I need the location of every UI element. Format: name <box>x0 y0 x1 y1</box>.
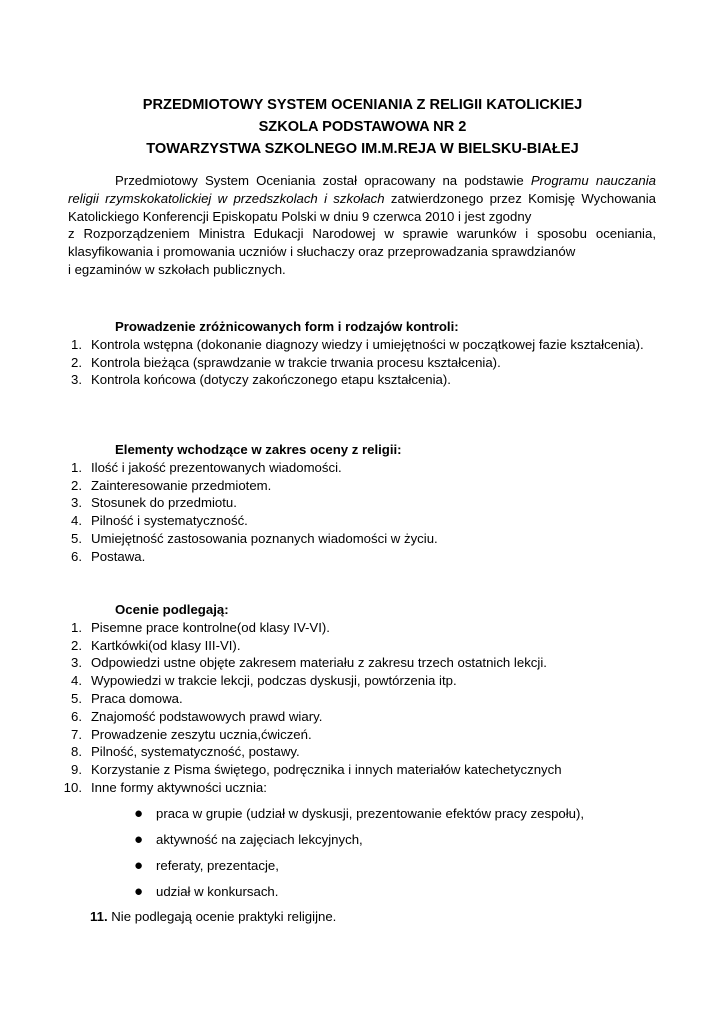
bullet-item <box>68 879 656 905</box>
list-item-text: Korzystanie z Pisma świętego, podręcznika i innych materiałów katechetycznych <box>91 762 562 778</box>
bullet-icon: ● <box>134 830 144 848</box>
list-item-text: Pilność i systematyczność. <box>91 513 248 529</box>
list-number: 2. <box>71 477 82 493</box>
list-item <box>68 336 656 354</box>
list-item <box>68 354 656 372</box>
list-item-text: Umiejętność zastosowania poznanych wiadomości w życiu. <box>91 530 438 546</box>
list-item-text: Pisemne prace kontrolne(od klasy IV-VI). <box>91 619 330 635</box>
list-item <box>68 743 656 761</box>
section-kontrola <box>68 318 656 389</box>
intro-line-2 <box>68 190 656 208</box>
bullet-item <box>68 853 656 879</box>
list-item <box>68 494 656 512</box>
list-item <box>68 708 656 726</box>
list-item <box>68 690 656 708</box>
list-item-text: Kontrola końcowa (dotyczy zakończonego etapu kształcenia). <box>91 372 451 388</box>
intro-line-1-text: Przedmiotowy System Oceniania został opracowany na podstawie <box>115 173 531 188</box>
section-elementy-heading: Elementy wchodzące w zakres oceny z religii: <box>115 442 402 457</box>
list-item-text: Stosunek do przedmiotu. <box>91 495 237 511</box>
list-number: 1. <box>71 459 82 475</box>
list-item-text: Zainteresowanie przedmiotem. <box>91 477 272 493</box>
bullet-item-text: referaty, prezentacje, <box>156 857 279 873</box>
intro-program-title-cont: religii rzymskokatolickiej w przedszkolach i szkołach <box>68 190 385 206</box>
list-number: 6. <box>71 708 82 724</box>
list-number: 3. <box>71 655 82 671</box>
list-number: 10. <box>63 779 82 795</box>
list-item <box>63 779 656 797</box>
list-number: 5. <box>71 530 82 546</box>
list-item-text: Prowadzenie zeszytu ucznia,ćwiczeń. <box>91 726 312 742</box>
list-item-text: Praca domowa. <box>91 690 183 706</box>
list-item <box>68 477 656 495</box>
list-item <box>68 654 656 672</box>
bullet-item-text: aktywność na zajęciach lekcyjnych, <box>156 831 363 847</box>
kontrola-list <box>68 336 656 389</box>
intro-line-1 <box>68 172 656 190</box>
title-line-3: TOWARZYSTWA SZKOLNEGO IM.M.REJA W BIELSKU-BIAŁEJ <box>146 141 579 157</box>
ocenie-list <box>63 619 656 797</box>
bullet-item <box>68 801 656 827</box>
list-item-text: Postawa. <box>91 548 146 564</box>
list-item-text: Ilość i jakość prezentowanych wiadomości. <box>91 459 342 475</box>
list-number: 2. <box>71 354 82 370</box>
list-number: 3. <box>71 372 82 388</box>
list-item <box>68 637 656 655</box>
list-item-text: Inne formy aktywności ucznia: <box>91 779 267 795</box>
list-item <box>68 371 656 389</box>
list-item-text: Pilność, systematyczność, postawy. <box>91 744 300 760</box>
list-item <box>68 619 656 637</box>
list-item <box>68 548 656 566</box>
bullet-icon: ● <box>134 882 144 900</box>
list-item <box>68 512 656 530</box>
section-ocenie <box>63 601 656 905</box>
list-number: 1. <box>71 619 82 635</box>
intro-line-5: klasyfikowania i promowania uczniów i słuchaczy oraz przeprowadzania sprawdzianów <box>68 244 576 260</box>
intro-line-3: Katolickiego Konferencji Episkopatu Polski w dniu 9 czerwca 2010 i jest zgodny <box>68 208 532 224</box>
list-item-text: Kontrola wstępna (dokonanie diagnozy wiedzy i umiejętności w początkowej fazie kształcenia). <box>91 336 644 352</box>
list-number: 7. <box>71 726 82 742</box>
list-item <box>68 672 656 690</box>
final-list-item <box>90 908 336 926</box>
list-item-text: Wypowiedzi w trakcie lekcji, podczas dyskusji, powtórzenia itp. <box>91 673 457 689</box>
list-item-text: Odpowiedzi ustne objęte zakresem materiału z zakresu trzech ostatnich lekcji. <box>91 655 547 671</box>
list-item-text: Kartkówki(od klasy III-VI). <box>91 637 241 653</box>
intro-line-6: i egzaminów w szkołach publicznych. <box>68 261 286 277</box>
list-item-text: Kontrola bieżąca (sprawdzanie w trakcie trwania procesu kształcenia). <box>91 354 501 370</box>
title-line-2: SZKOLA PODSTAWOWA NR 2 <box>258 119 467 135</box>
list-item <box>68 459 656 477</box>
section-ocenie-heading: Ocenie podlegają: <box>115 602 229 617</box>
list-number: 5. <box>71 690 82 706</box>
title-line-1: PRZEDMIOTOWY SYSTEM OCENIANIA Z RELIGII KATOLICKIEJ <box>142 97 583 113</box>
list-number: 9. <box>71 762 82 778</box>
list-number: 8. <box>71 744 82 760</box>
final-list-text: Nie podlegają ocenie praktyki religijne. <box>111 909 337 924</box>
final-list-number: 11. <box>90 909 108 924</box>
intro-line-4: z Rozporządzeniem Ministra Edukacji Narodowej w sprawie warunków i sposobu oceniania, <box>68 226 656 242</box>
list-number: 2. <box>71 637 82 653</box>
list-number: 1. <box>71 336 82 352</box>
list-number: 3. <box>71 495 82 511</box>
list-number: 4. <box>71 673 82 689</box>
bullet-icon: ● <box>134 856 144 874</box>
intro-paragraph <box>68 172 656 279</box>
aktywnosci-bullet-list <box>68 801 656 905</box>
document-title <box>60 94 665 160</box>
list-number: 6. <box>71 548 82 564</box>
list-item-text: Znajomość podstawowych prawd wiary. <box>91 708 323 724</box>
list-item <box>68 761 656 779</box>
intro-line-2-text: zatwierdzonego przez Komisję Wychowania <box>384 190 656 206</box>
elementy-list <box>68 459 656 566</box>
bullet-item-text: udział w konkursach. <box>156 883 279 899</box>
bullet-item <box>68 827 656 853</box>
list-item <box>68 530 656 548</box>
intro-program-title: Programu nauczania <box>530 173 656 188</box>
section-kontrola-heading: Prowadzenie zróżnicowanych form i rodzajów kontroli: <box>115 319 459 334</box>
section-elementy <box>68 441 656 566</box>
list-number: 4. <box>71 513 82 529</box>
bullet-item-text: praca w grupie (udział w dyskusji, prezentowanie efektów pracy zespołu), <box>156 805 585 821</box>
list-item <box>68 726 656 744</box>
bullet-icon: ● <box>134 804 144 822</box>
